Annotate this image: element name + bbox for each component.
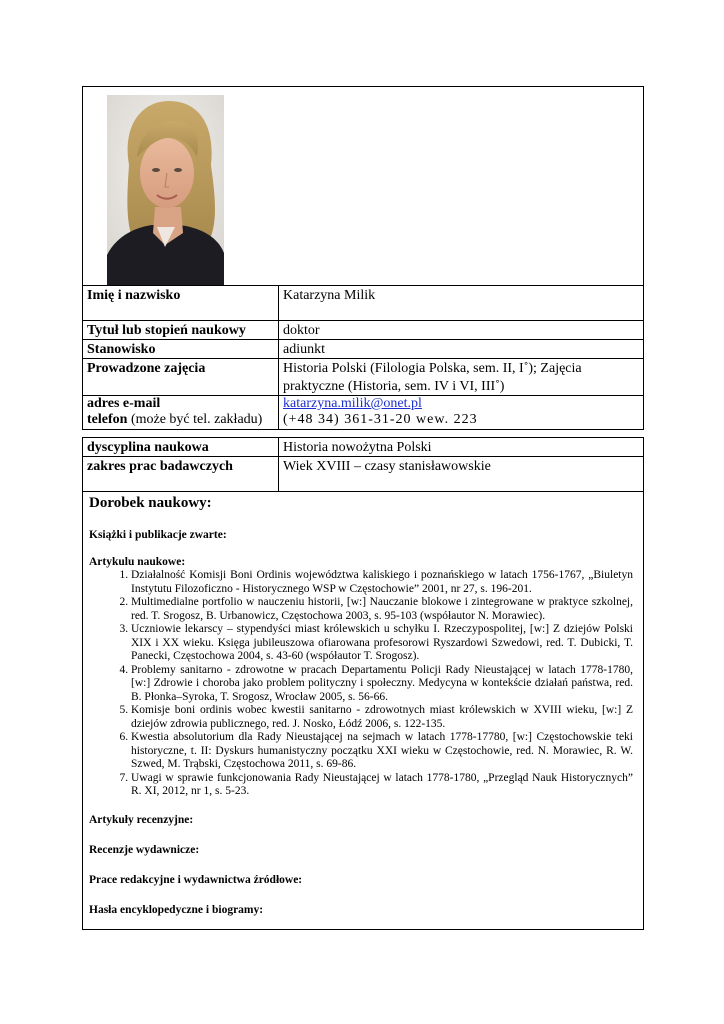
list-item: 7. Uwagi w sprawie funkcjonowania Rady Nieustającej w latach 1778-1780, „Przegląd Nauk Historycznych” R. XI, 2012, nr 1, s. 5-23.: [131, 772, 637, 799]
encyclopedia-heading: Hasła encyklopedyczne i biogramy:: [89, 903, 264, 916]
articles-heading: Artykulu naukowe:: [89, 556, 186, 568]
research-table: [82, 437, 644, 930]
portrait-photo: [107, 95, 224, 285]
achievements-cell: [83, 492, 644, 930]
books-heading: Książki i publikacje zwarte:: [89, 529, 227, 541]
position-label: Stanowisko: [87, 342, 156, 357]
contact-value-cell: [279, 396, 644, 430]
name-label: Imię i nazwisko: [87, 288, 181, 303]
discipline-label: dyscyplina naukowa: [87, 440, 209, 455]
scope-label: zakres prac badawczych: [87, 459, 233, 474]
list-item: 4. Problemy sanitarno - zdrowotne w pracach Departamentu Policji Rady Nieustającej w latach 1778-1780, [w:] Zdrowie i choroba jako problem polityczny i społeczny. Medycyna w kontekście działań państwa, red. B. Płonka–Syroka, T. Srogosz, Wrocław 2005, s. 56-66.: [131, 664, 637, 705]
reviewed-heading: Artykuły recenzyjne:: [89, 813, 194, 826]
list-item: 1. Działalność Komisji Boni Ordinis województwa kaliskiego i poznańskiego w latach 1756-1767, „Biuletyn Instytutu Filozoficzno - Historycznego WSP w Częstochowie” 2001, nr 27, s. 196-201.: [131, 569, 637, 596]
discipline-value-cell: [279, 438, 644, 457]
name-value-cell: [279, 286, 644, 321]
list-item: 5. Komisje boni ordinis wobec kwestii sanitarno - zdrowotnych miast królewskich w XVIII wieku, [w:] Z dziejów zdrowia publicznego, red. J. Nosko, Łódź 2006, s. 122-135.: [131, 704, 637, 731]
contact-label-cell: [83, 396, 279, 430]
scope-label-cell: [83, 457, 279, 492]
discipline-label-cell: [83, 438, 279, 457]
phone-label: telefon: [87, 412, 128, 427]
email-label: adres e-mail: [87, 396, 161, 411]
degree-value: doktor: [283, 323, 320, 338]
position-value-cell: [279, 340, 644, 359]
degree-value-cell: [279, 321, 644, 340]
name-value: Katarzyna Milik: [283, 288, 376, 303]
personal-info-table: [82, 86, 644, 430]
editorial-heading: Prace redakcyjne i wydawnictwa źródłowe:: [89, 873, 303, 886]
achievements-heading: Dorobek naukowy:: [89, 495, 212, 511]
position-value: adiunkt: [283, 342, 325, 357]
classes-value-cell: [279, 359, 644, 396]
scope-value-cell: [279, 457, 644, 492]
position-label-cell: [83, 340, 279, 359]
name-label-cell: [83, 286, 279, 321]
list-item: 3. Uczniowie lekarscy – stypendyści miast królewskich u schyłku I. Rzeczypospolitej, [w:] Z dziejów Polski XIX i XX wieku. Księga jubileuszowa ofiarowana profesorowi Ryszardowi Szwedowi, red. T. Dubicki, T. Panecki, Częstochowa 2004, s. 43-60 (współautor T. Srogosz).: [131, 623, 637, 664]
phone-value: (+48 34) 361-31-20 wew. 223: [283, 412, 478, 427]
photo-cell: [83, 87, 644, 286]
degree-label: Tytuł lub stopień naukowy: [87, 323, 246, 338]
list-item: 6. Kwestia absolutorium dla Rady Nieustającej na sejmach w latach 1778-17780, [w:] Częstochowskie teki historyczne, t. II: Dyskurs humanistyczny początku XXI wieku w Częstochowie, red. N. Morawiec, R. W. Szwed, M. Trąbski, Częstochowa 2011, s. 69-86.: [131, 731, 637, 772]
classes-value: Historia Polski (Filologia Polska, sem. II, I˚); Zajęcia praktyczne (Historia, sem. IV i VI, III˚): [283, 361, 582, 394]
email-link[interactable]: katarzyna.milik@onet.pl: [283, 396, 422, 411]
list-item: 2. Multimedialne portfolio w nauczeniu historii, [w:] Nauczanie blokowe i zintegrowane w praktyce szkolnej, red. T. Srogosz, B. Urbanowicz, Częstochowa 2003, s. 95-103 (współautor N. Morawiec).: [131, 596, 637, 623]
classes-label-cell: [83, 359, 279, 396]
degree-label-cell: [83, 321, 279, 340]
articles-list: [89, 569, 637, 799]
discipline-value: Historia nowożytna Polski: [283, 440, 432, 455]
classes-label: Prowadzone zajęcia: [87, 361, 206, 376]
phone-label-note: (może być tel. zakładu): [127, 412, 263, 427]
scope-value: Wiek XVIII – czasy stanisławowskie: [283, 459, 491, 474]
publisher-reviews-heading: Recenzje wydawnicze:: [89, 843, 200, 856]
